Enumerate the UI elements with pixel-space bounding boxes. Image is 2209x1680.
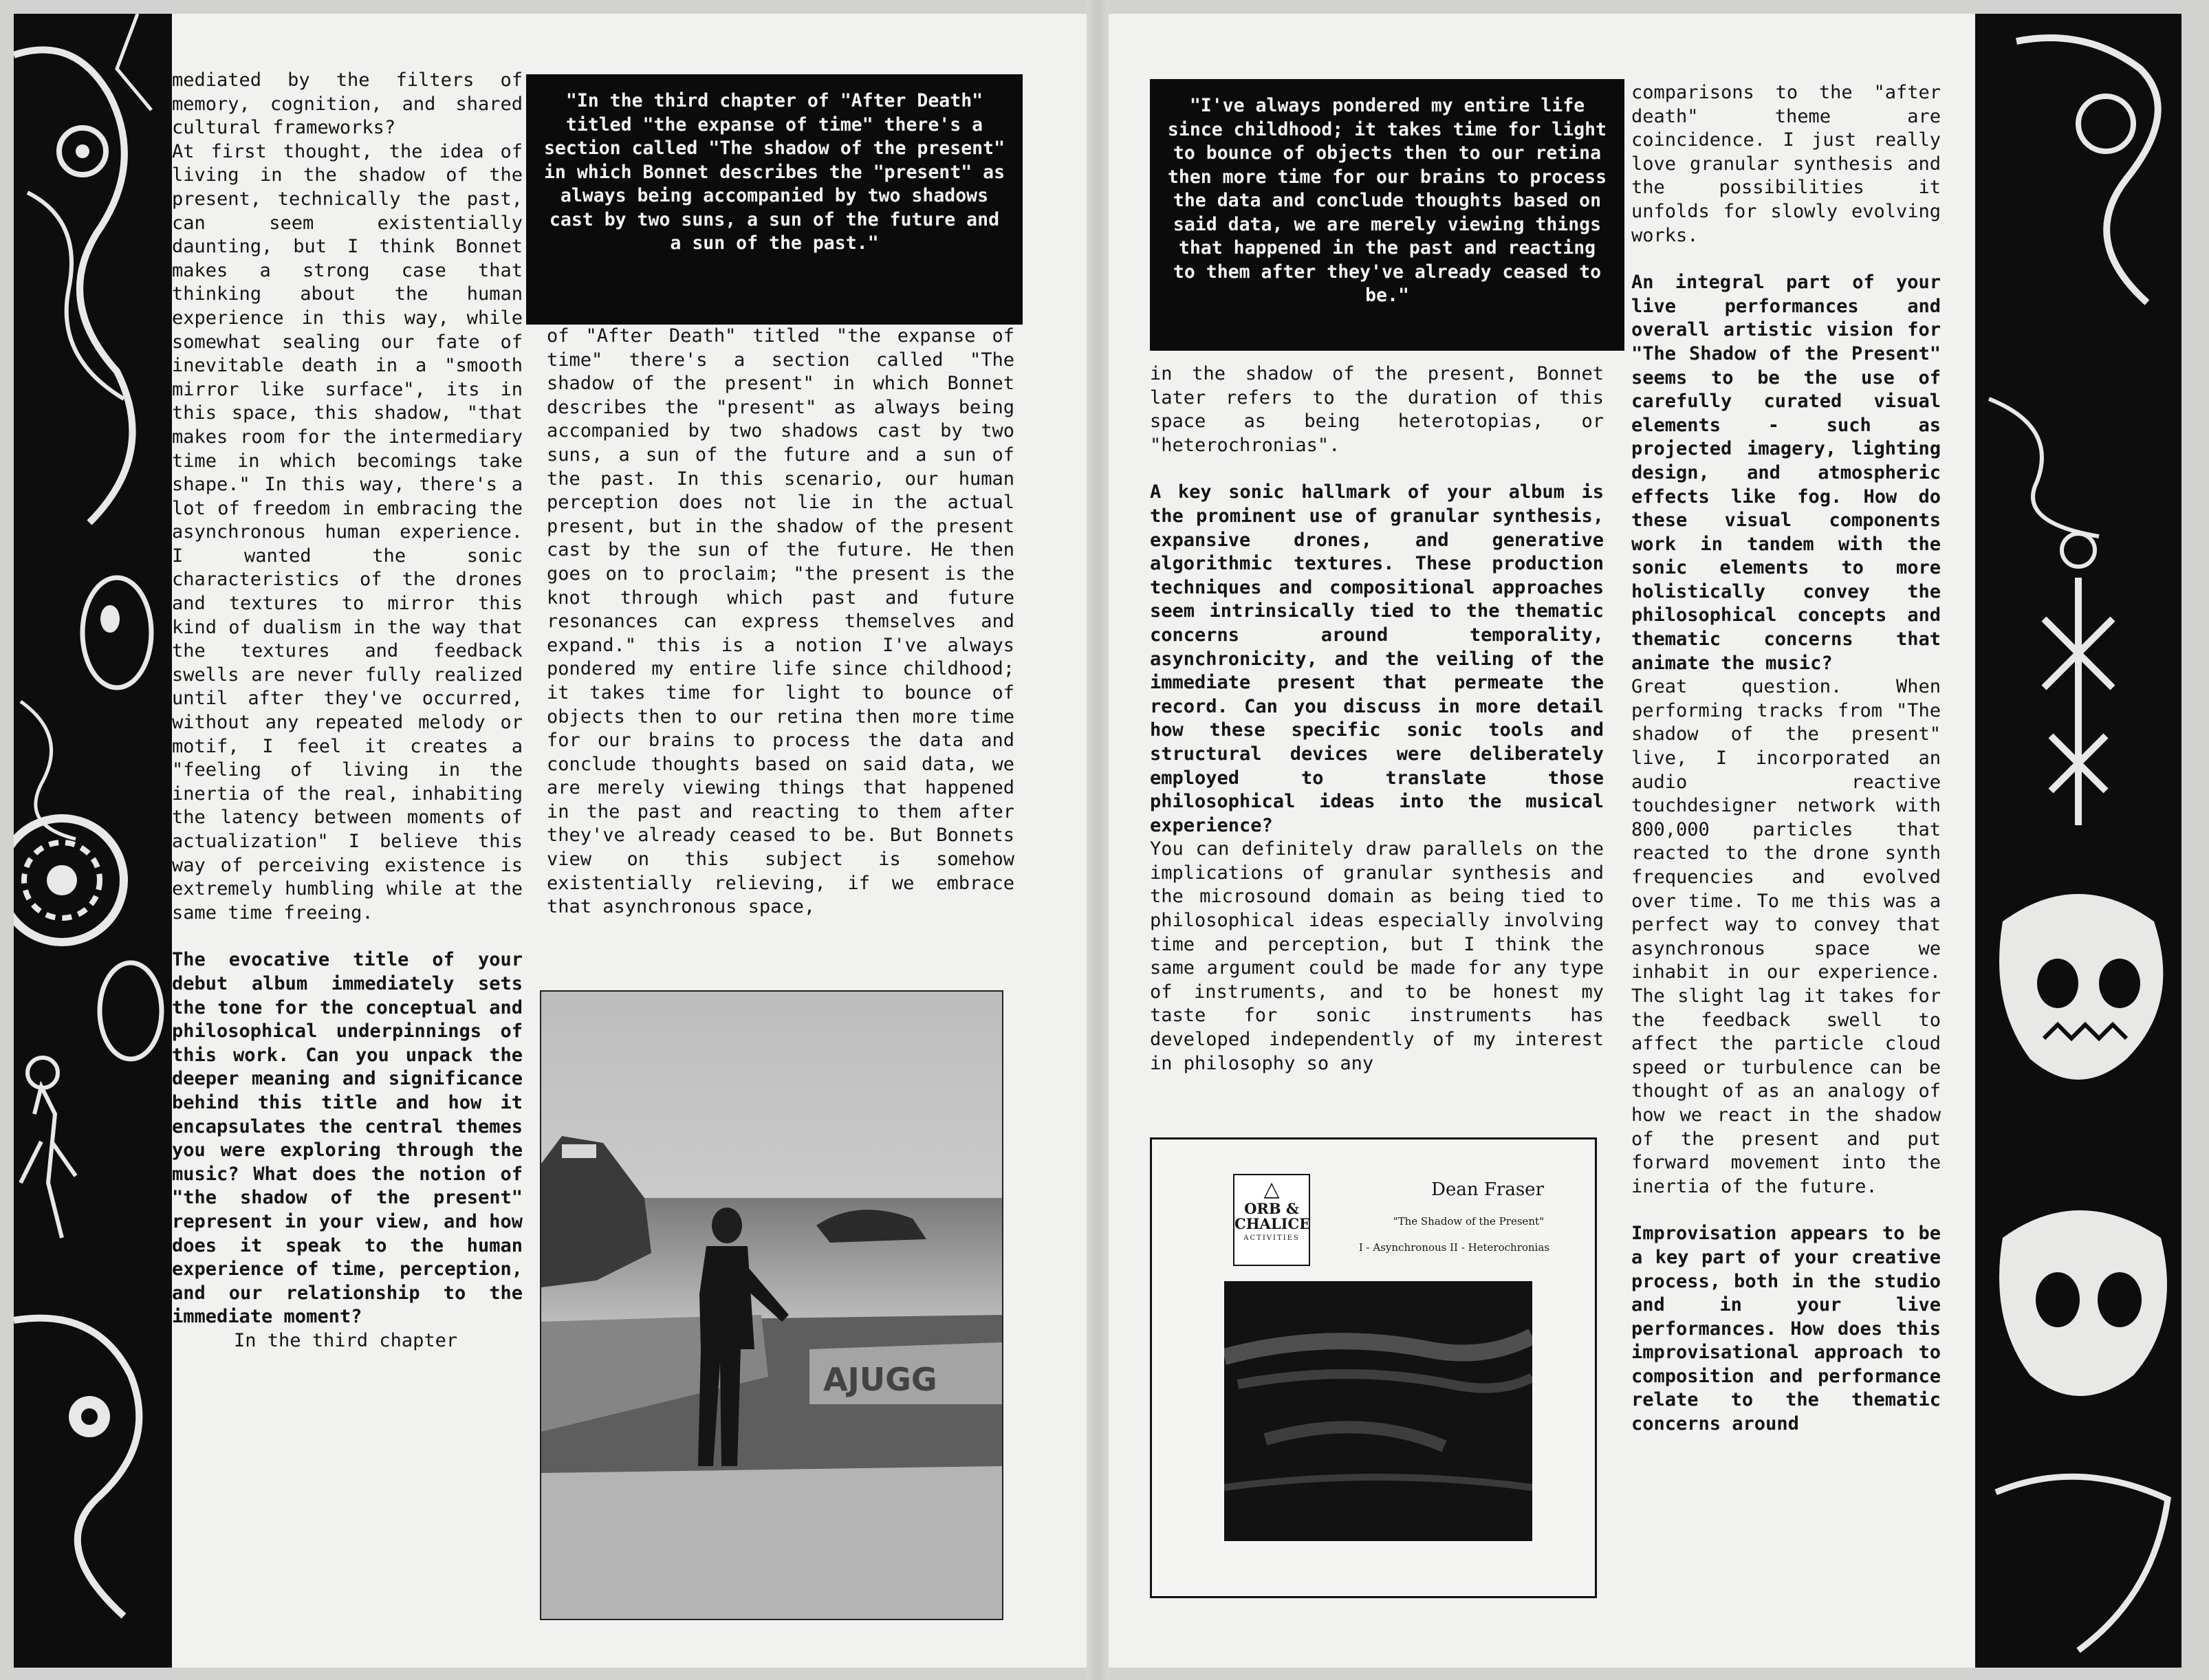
- pull-quote-text: "In the third chapter of "After Death" titled "the expanse of time" there's a section called "The shadow of the present" in which Bonnet describes the "present" as always being accompanied by two shadows cast by two suns, a sun of the future and a sun of the past.": [543, 90, 1005, 254]
- left-page: [14, 14, 1087, 1668]
- paragraph: of "After Death" titled "the expanse of time" there's a section called "The shadow of the present" in which Bonnet describes the "present" as always being accompanied by two shadows cast by two suns, a sun of the future and a sun of the past. In this scenario, our human perception does not lie in the actual present, but in the shadow of the present cast by the sun of the future. He then goes on to proclaim; "the present is the knot through which past and future resonances can express themselves and expand." this is a notion I've always pondered my entire life since childhood; it takes time for light to bounce of objects then to our retina then more time for our brains to process the data and conclude thoughts based on said data, we are merely viewing things that happened in the past and reacting to them after they've already ceased to be. But Bonnets view on this subject is somehow existentially relieving, if we embrace that asynchronous space,: [547, 325, 1014, 918]
- right-page: [1109, 14, 2181, 1668]
- logo-line-1: ORB &: [1244, 1200, 1299, 1217]
- label-logo: [1233, 1174, 1310, 1266]
- left-article-column: [172, 69, 523, 1353]
- pull-quote: [1150, 79, 1624, 351]
- interview-question: A key sonic hallmark of your album is the prominent use of granular synthesis, expansive drones, and generative algorithmic textures. These production techniques and compositional approaches seem intrinsically tied to the thematic concerns around temporality, asynchronicity, and the veiling of the immediate present that permeate the record. Can you discuss in more detail how these specific sonic tools and structural devices were deliberately employed to translate those philosophical ideas into the musical experience?: [1150, 481, 1604, 836]
- pull-quote-text: "I've always pondered my entire life since childhood; it takes time for light to bounce of objects then to our retina then more time for our brains to process the data and conclude thoughts based on said data, we are merely viewing things that happened in the past and reacting to them after they've already ceased to be.": [1167, 95, 1607, 306]
- album-tracklist: I - Asynchronous II - Heterochronias: [1358, 1241, 1549, 1254]
- paragraph: At first thought, the idea of living in the shadow of the present, technically the past, can seem existentially daunting, but I think Bonnet makes a strong case that thinking about the human experience in this way, while somewhat sealing our fate of inevitable death in a "smooth mirror like surface", its in this space, this shadow, "that makes room for the intermediary time in which becomings take shape." In this way, there's a lot of freedom in embracing the asynchronous human experience. I wanted the sonic characteristics of the drones and textures to mirror this kind of dualism in the way that the textures and feedback swells are never fully realized until after they've occurred, without any repeated melody or motif, I feel it creates a "feeling of living in the inertia of the real, inhabiting the latency between moments of actualization" I believe this way of perceiving existence is extremely humbling while at the same time freeing.: [172, 140, 523, 924]
- book-gutter: [1087, 0, 1109, 1680]
- album-title: "The Shadow of the Present": [1393, 1215, 1544, 1228]
- logo-subtitle: ACTIVITIES: [1243, 1234, 1300, 1242]
- album-artist: Dean Fraser: [1431, 1179, 1544, 1200]
- right-border-artwork: [1975, 14, 2181, 1668]
- interview-question: The evocative title of your debut album immediately sets the tone for the conceptual and philosophical underpinnings of this work. Can you unpack the deeper meaning and significance behind this title and how it encapsulates the central themes you were exploring through the music? What does the notion of "the shadow of the present" represent in your view, and how does it speak to the human experience of time, perception, and our relationship to the immediate moment?: [172, 949, 523, 1328]
- pull-quote: [526, 74, 1023, 325]
- paragraph: You can definitely draw parallels on the implications of granular synthesis and the microsound domain as being tied to philosophical ideas especially involving time and perception, but I think the same argument could be made for any type of instruments, and to be honest my taste for sonic instruments has developed independently of my interest in philosophy so any: [1150, 838, 1604, 1074]
- logo-line-2: CHALICE: [1234, 1215, 1311, 1232]
- paragraph: in the shadow of the present, Bonnet later refers to the duration of this space as being heterotopias, or "heterochronias".: [1150, 363, 1604, 456]
- interview-question: Improvisation appears to be a key part of your creative process, both in the studio and in your live performances. How does this improvisational approach to composition and performance relate to the thematic concerns around: [1631, 1223, 1941, 1435]
- artist-photo: [540, 990, 1003, 1620]
- paragraph: comparisons to the "after death" theme are coincidence. I just really love granular synthesis and the possibilities it unfolds for slowly evolving works.: [1631, 82, 1941, 246]
- album-cover-art: [1224, 1281, 1532, 1541]
- right-article-column-2: [1631, 81, 1941, 1437]
- paragraph: In the third chapter: [234, 1329, 458, 1351]
- interview-question: An integral part of your live performances and overall artistic vision for "The Shadow of the Present" seems to be the use of carefully curated visual elements - such as projected imagery, lighting design, and atmospheric effects like fog. How do these visual components work in tandem with the sonic elements to more holistically convey the philosophical concepts and thematic concerns that animate the music?: [1631, 272, 1941, 674]
- paragraph: Great question. When performing tracks from "The shadow of the present" live, I incorporated an audio reactive touchdesigner network with 800,000 particles that reacted to the drone synth frequencies and evolved over time. To me this was a perfect way to convey that asynchronous space we inhabit in our experience. The slight lag it takes for the feedback swell to affect the particle cloud speed or turbulence can be thought of as an analogy of how we react in the shadow of the present and put forward movement into the inertia of the future.: [1631, 676, 1941, 1197]
- svg-text:AJUGG: AJUGG: [823, 1361, 937, 1398]
- paragraph: mediated by the filters of memory, cognition, and shared cultural frameworks?: [172, 69, 523, 139]
- left-article-column-2: [547, 325, 1014, 919]
- left-border-artwork: [14, 14, 172, 1668]
- right-article-column: [1150, 362, 1604, 1076]
- triangle-emblem-icon: △: [1263, 1177, 1280, 1201]
- album-card: [1150, 1137, 1597, 1598]
